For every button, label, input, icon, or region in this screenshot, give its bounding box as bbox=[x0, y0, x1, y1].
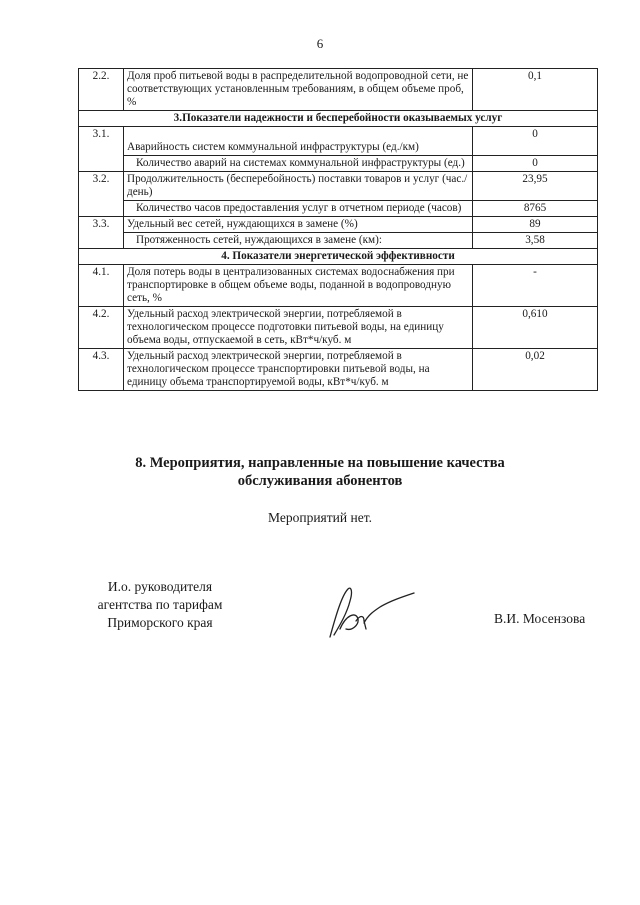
section-row bbox=[79, 249, 598, 265]
row-number: 4.1. bbox=[79, 265, 124, 307]
table-row bbox=[79, 233, 598, 249]
signer-title-line1: И.о. руководителя bbox=[107, 579, 213, 594]
handwritten-signature bbox=[320, 585, 420, 645]
row-value: 0 bbox=[473, 156, 598, 172]
row-description: Удельный вес сетей, нуждающихся в замене (%) bbox=[124, 217, 473, 233]
row-value: 0,1 bbox=[473, 69, 598, 111]
section-title: 3.Показатели надежности и бесперебойности оказываемых услуг bbox=[79, 111, 598, 127]
row-description: Удельный расход электрической энергии, потребляемой в технологическом процессе подготовки питьевой воды, на единицу объема воды, отпускаемой в сеть, кВт*ч/куб. м bbox=[124, 307, 473, 349]
section-title: 4. Показатели энергетической эффективности bbox=[79, 249, 598, 265]
row-description: Доля потерь воды в централизованных системах водоснабжения при транспортировке в общем объеме воды, поданной в водопроводную сеть, % bbox=[124, 265, 473, 307]
section-8-text: Мероприятий нет. bbox=[268, 510, 372, 525]
signer-title bbox=[70, 578, 250, 632]
row-number: 3.1. bbox=[79, 127, 124, 156]
row-number: 3.3. bbox=[79, 217, 124, 233]
section-row bbox=[79, 111, 598, 127]
table-row bbox=[79, 307, 598, 349]
row-value: 89 bbox=[473, 217, 598, 233]
signer-title-line2: агентства по тарифам bbox=[97, 597, 223, 612]
table-row bbox=[79, 349, 598, 391]
row-value: 3,58 bbox=[473, 233, 598, 249]
signer-name: В.И. Мосензова bbox=[494, 611, 586, 626]
row-value: 0,610 bbox=[473, 307, 598, 349]
table-row bbox=[79, 127, 598, 156]
row-description: Продолжительность (бесперебойность) поставки товаров и услуг (час./день) bbox=[124, 172, 473, 201]
signer-title-line3: Приморского края bbox=[107, 615, 213, 630]
table-row bbox=[79, 156, 598, 172]
row-value: 0 bbox=[473, 127, 598, 156]
section-8-heading bbox=[60, 454, 580, 490]
row-number: 4.2. bbox=[79, 307, 124, 349]
row-description: Доля проб питьевой воды в распределительной водопроводной сети, не соответствующих установленным требованиям, в общем объеме проб, % bbox=[124, 69, 473, 111]
row-number: 4.3. bbox=[79, 349, 124, 391]
row-number: 3.2. bbox=[79, 172, 124, 201]
section-8-heading-line2: обслуживания абонентов bbox=[237, 473, 403, 489]
indicators-table bbox=[78, 68, 598, 391]
table-row bbox=[79, 69, 598, 111]
row-value: - bbox=[473, 265, 598, 307]
table-row bbox=[79, 217, 598, 233]
section-8-heading-line1: 8. Мероприятия, направленные на повышение качества bbox=[135, 455, 505, 471]
row-description: Протяженность сетей, нуждающихся в замене (км): bbox=[124, 233, 473, 249]
table-row bbox=[79, 265, 598, 307]
row-description: Аварийность систем коммунальной инфраструктуры (ед./км) bbox=[124, 127, 473, 156]
row-number: 2.2. bbox=[79, 69, 124, 111]
page-number: 6 bbox=[316, 36, 324, 51]
row-description: Количество часов предоставления услуг в отчетном периоде (часов) bbox=[124, 201, 473, 217]
table-row bbox=[79, 172, 598, 201]
row-value: 8765 bbox=[473, 201, 598, 217]
row-description: Удельный расход электрической энергии, потребляемой в технологическом процессе транспортировки питьевой воды, на единицу объема транспортируемой воды, кВт*ч/куб. м bbox=[124, 349, 473, 391]
table-row bbox=[79, 201, 598, 217]
row-value: 23,95 bbox=[473, 172, 598, 201]
row-description: Количество аварий на системах коммунальной инфраструктуры (ед.) bbox=[124, 156, 473, 172]
row-value: 0,02 bbox=[473, 349, 598, 391]
